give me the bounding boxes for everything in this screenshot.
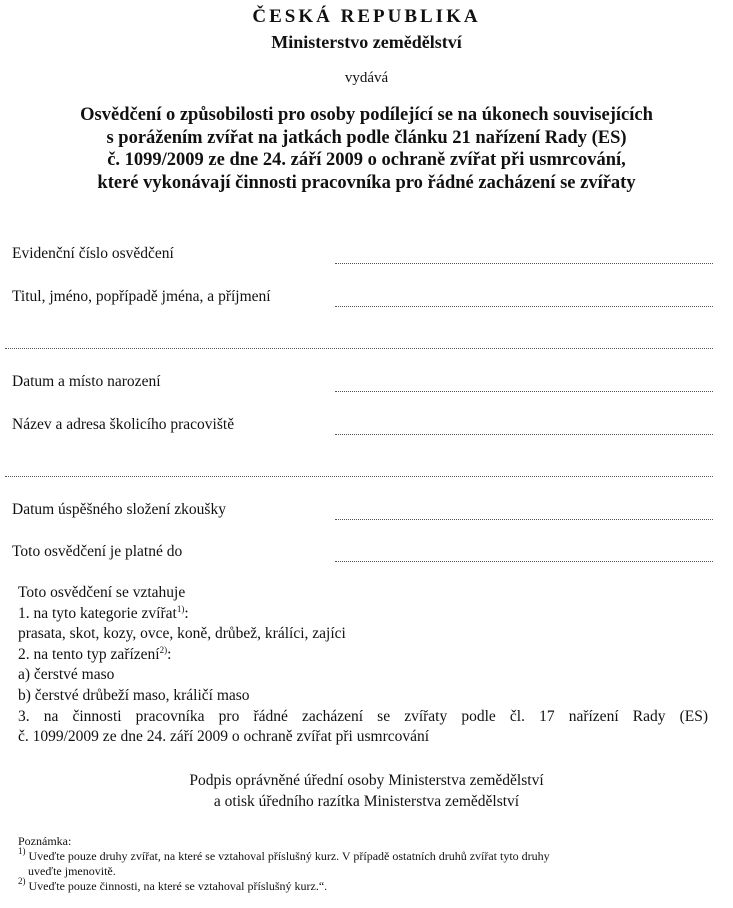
notes-heading: Poznámka: — [18, 834, 72, 848]
scope-item-2-text: 2. na tento typ zařízení — [18, 645, 160, 663]
footnote-ref-1: 1) — [176, 603, 185, 614]
registration-number-field[interactable] — [335, 263, 713, 264]
footnote-2-text: Uveďte pouze činnosti, na které se vztahoval příslušný kurz.“. — [25, 879, 328, 893]
exam-date-label: Datum úspěšného složení zkoušky — [12, 501, 226, 518]
title-line: s porážením zvířat na jatkách podle článku 21 nařízení Rady (ES) — [106, 127, 627, 148]
scope-item-1-colon: : — [184, 604, 189, 622]
scope-intro: Toto osvědčení se vztahuje — [18, 584, 186, 601]
training-site-field-continuation[interactable] — [5, 476, 713, 477]
exam-date-field[interactable] — [335, 519, 713, 520]
certificate-title — [0, 104, 733, 194]
footnote-1 — [18, 846, 708, 864]
title-line: č. 1099/2009 ze dne 24. září 2009 o ochraně zvířat při usmrcování, — [107, 150, 626, 170]
title-line: Osvědčení o způsobilosti pro osoby podílející se na úkonech souvisejících — [80, 105, 653, 125]
scope-item-3-line-1: 3. na činnosti pracovníka pro řádné zacházení se zvířaty podle čl. 17 nařízení Rady (ES) — [18, 707, 708, 725]
footnote-1-text: Uveďte pouze druhy zvířat, na které se vztahoval příslušný kurz. V případě ostatních druhů zvířat tyto druhy — [25, 849, 550, 863]
footnotes — [18, 834, 708, 894]
title-line: které vykonávají činnosti pracovníka pro řádné zacházení se zvířaty — [97, 172, 636, 193]
name-field[interactable] — [335, 306, 713, 307]
animal-categories: prasata, skot, kozy, ovce, koně, drůbež, králíci, zajíci — [18, 625, 346, 643]
footnote-1-mark: 1) — [18, 846, 26, 856]
scope-section — [18, 583, 708, 748]
name-field-continuation[interactable] — [5, 348, 713, 349]
signature-line-2: a otisk úředního razítka Ministerstva zemědělství — [213, 793, 520, 810]
scope-item-2 — [18, 645, 708, 666]
issues-text: vydává — [344, 70, 389, 86]
ministry-heading: Ministerstvo zemědělství — [271, 32, 462, 52]
registration-number-label: Evidenční číslo osvědčení — [12, 245, 174, 262]
footnote-2-mark: 2) — [18, 876, 26, 886]
scope-item-2-colon: : — [167, 645, 172, 663]
signature-block — [0, 770, 733, 812]
valid-until-label: Toto osvědčení je platné do — [12, 543, 183, 560]
scope-item-3-line-2: č. 1099/2009 ze dne 24. září 2009 o ochraně zvířat při usmrcování — [18, 728, 430, 746]
training-site-label: Název a adresa školicího pracoviště — [12, 416, 235, 433]
scope-item-1 — [18, 604, 708, 625]
training-site-field[interactable] — [335, 434, 713, 435]
valid-until-field[interactable] — [335, 561, 713, 562]
birth-label: Datum a místo narození — [12, 373, 161, 390]
scope-item-1-text: 1. na tyto kategorie zvířat — [18, 604, 177, 622]
footnote-ref-2: 2) — [159, 644, 168, 655]
country-heading: ČESKÁ REPUBLIKA — [252, 6, 481, 27]
birth-field[interactable] — [335, 391, 713, 392]
signature-line-1: Podpis oprávněné úřední osoby Ministerstva zemědělství — [189, 772, 544, 789]
facility-option-a: a) čerstvé maso — [18, 666, 115, 684]
name-label: Titul, jméno, popřípadě jména, a příjmení — [12, 288, 271, 305]
footnote-1-continuation: uveďte jmenovitě. — [28, 864, 116, 878]
footnote-2 — [18, 876, 708, 894]
facility-option-b: b) čerstvé drůbeží maso, králičí maso — [18, 686, 250, 704]
